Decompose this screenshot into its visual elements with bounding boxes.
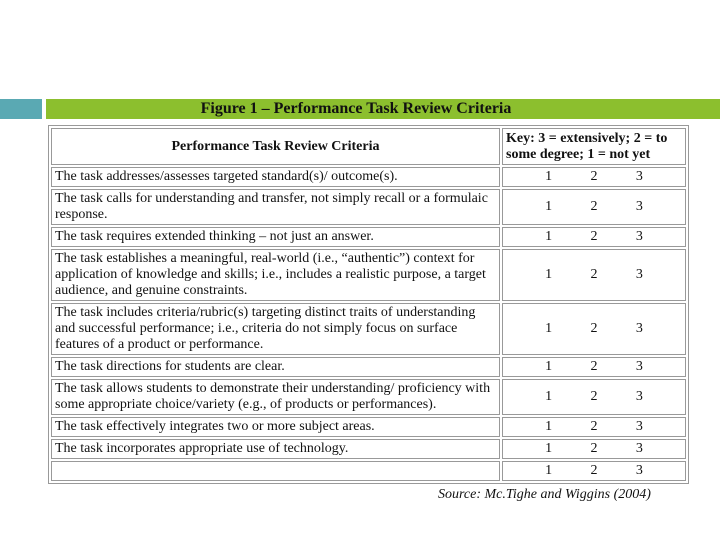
rating-option[interactable]: 3 <box>635 169 643 184</box>
rating-option[interactable]: 2 <box>590 389 598 404</box>
rating-option[interactable]: 3 <box>635 199 643 214</box>
rating-option[interactable]: 2 <box>590 199 598 214</box>
rating-option[interactable]: 2 <box>590 229 598 244</box>
rating-option[interactable]: 1 <box>545 229 553 244</box>
rating-cell <box>502 249 686 301</box>
table-row <box>51 379 686 415</box>
rating-cell <box>502 417 686 437</box>
accent-block <box>0 99 42 119</box>
criteria-table <box>48 125 689 484</box>
rating-option[interactable]: 1 <box>545 359 553 374</box>
rating-option[interactable]: 1 <box>545 419 553 434</box>
source-citation: Source: Mc.Tighe and Wiggins (2004) <box>438 487 651 502</box>
rating-cell <box>502 167 686 187</box>
rating-option[interactable]: 3 <box>635 389 643 404</box>
rating-option[interactable]: 2 <box>590 321 598 336</box>
rating-cell <box>502 461 686 481</box>
table-row <box>51 303 686 355</box>
rating-option[interactable]: 1 <box>545 441 553 456</box>
rating-option[interactable]: 2 <box>590 359 598 374</box>
rating-option[interactable]: 3 <box>635 359 643 374</box>
table-row <box>51 357 686 377</box>
rating-option[interactable]: 1 <box>545 169 553 184</box>
table-row <box>51 189 686 225</box>
criterion-text: The task establishes a meaningful, real-world (i.e., “authentic”) context for application of knowledge and skills; i.e., includes a realistic purpose, a target audience, and genuine constraints. <box>51 249 500 301</box>
rating-option[interactable]: 1 <box>545 199 553 214</box>
rating-option[interactable]: 3 <box>635 267 643 282</box>
rating-option[interactable]: 3 <box>635 441 643 456</box>
rating-cell <box>502 189 686 225</box>
rating-option[interactable]: 3 <box>635 463 643 478</box>
criterion-text: The task calls for understanding and transfer, not simply recall or a formulaic response. <box>51 189 500 225</box>
criterion-text: The task allows students to demonstrate their understanding/ proficiency with some appropriate choice/variety (e.g., of products or performances). <box>51 379 500 415</box>
table-row <box>51 249 686 301</box>
criterion-text: The task requires extended thinking – not just an answer. <box>51 227 500 247</box>
figure-title: Figure 1 – Performance Task Review Criteria <box>200 100 512 117</box>
rating-cell <box>502 439 686 459</box>
criterion-text: The task effectively integrates two or more subject areas. <box>51 417 500 437</box>
key-header: Key: 3 = extensively; 2 = to some degree; 1 = not yet <box>502 128 686 165</box>
rating-option[interactable]: 1 <box>545 463 553 478</box>
table-row <box>51 417 686 437</box>
rating-option[interactable]: 3 <box>635 229 643 244</box>
table-row <box>51 439 686 459</box>
rating-option[interactable]: 1 <box>545 267 553 282</box>
table-header-row <box>51 128 686 165</box>
criteria-header: Performance Task Review Criteria <box>51 128 500 165</box>
rating-option[interactable]: 2 <box>590 267 598 282</box>
table-row <box>51 227 686 247</box>
rating-cell <box>502 357 686 377</box>
rating-option[interactable]: 2 <box>590 441 598 456</box>
rating-option[interactable]: 2 <box>590 169 598 184</box>
rating-cell <box>502 303 686 355</box>
rating-cell <box>502 227 686 247</box>
criterion-text <box>51 461 500 481</box>
content-area <box>48 125 689 503</box>
table-row <box>51 461 686 481</box>
criterion-text: The task includes criteria/rubric(s) targeting distinct traits of understanding and successful performance; i.e., criteria do not simply focus on surface features of a product or performance. <box>51 303 500 355</box>
rating-cell <box>502 379 686 415</box>
rating-option[interactable]: 2 <box>590 463 598 478</box>
criterion-text: The task incorporates appropriate use of technology. <box>51 439 500 459</box>
criterion-text: The task directions for students are clear. <box>51 357 500 377</box>
criterion-text: The task addresses/assesses targeted standard(s)/ outcome(s). <box>51 167 500 187</box>
rating-option[interactable]: 3 <box>635 419 643 434</box>
table-row <box>51 167 686 187</box>
rating-option[interactable]: 2 <box>590 419 598 434</box>
rating-option[interactable]: 1 <box>545 389 553 404</box>
rating-option[interactable]: 3 <box>635 321 643 336</box>
rating-option[interactable]: 1 <box>545 321 553 336</box>
